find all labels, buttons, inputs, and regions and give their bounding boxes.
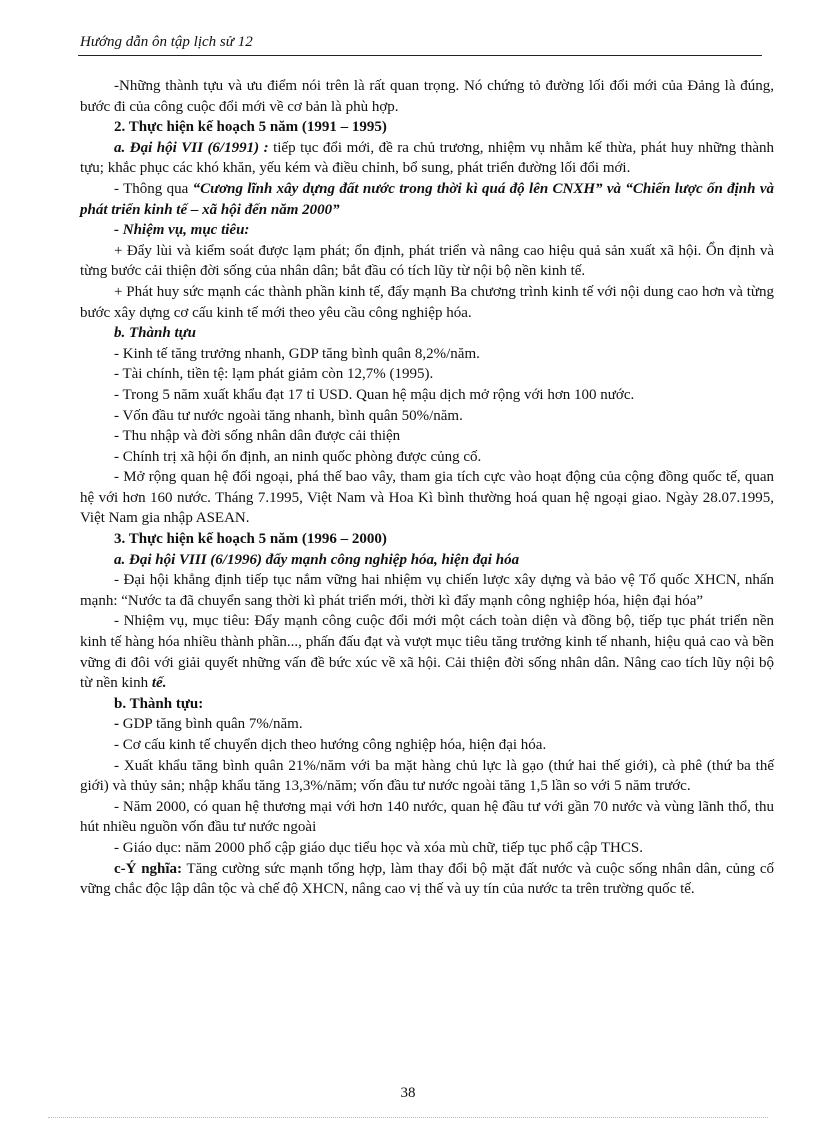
section-heading-3: 3. Thực hiện kế hoạch 5 năm (1996 – 2000) — [114, 531, 387, 548]
tasks-text: - Nhiệm vụ, mục tiêu: Đẩy mạnh công cuộc đổi mới một cách toàn diện và đồng bộ, tiếp tục phát triển nền kinh tế hàng hóa nhiều thành phần..., phấn đấu đạt và vượt mục tiêu tăng trưởng kinh tế nhanh, hiệu quả cao và bền vững đi đôi với giải quyết những vấn đề bức xúc về xã hội. Cải thiện đời sống nhân dân. Nâng cao tích lũy nội bộ từ nền kinh — [80, 613, 774, 692]
paragraph-adoption — [80, 179, 774, 220]
paragraph-congress-vii — [80, 138, 774, 179]
running-header: Hướng dẫn ôn tập lịch sử 12 — [80, 34, 253, 50]
achievement-item: - Kinh tế tăng trưởng nhanh, GDP tăng bình quân 8,2%/năm. — [114, 345, 480, 362]
achievement-item: - Chính trị xã hội ổn định, an ninh quốc phòng được củng cố. — [114, 448, 482, 465]
significance-text: Tăng cường sức mạnh tổng hợp, làm thay đổi bộ mặt đất nước và cuộc sống nhân dân, củng cố vững chắc độc lập dân tộc và chế độ XHCN, nâng cao vị thế và uy tín của nước ta trên trường quốc tế. — [80, 860, 774, 898]
paragraph-conclusion: -Những thành tựu và ưu điểm nói trên là rất quan trọng. Nó chứng tỏ đường lối đổi mới của Đảng là đúng, bước đi của công cuộc đổi mới về cơ bản là phù hợp. — [80, 78, 774, 115]
achievement2-item: - Cơ cấu kinh tế chuyển dịch theo hướng công nghiệp hóa, hiện đại hóa. — [114, 737, 547, 753]
congress-vii-text: tiếp tục đổi mới, đề ra chủ trương, nhiệm vụ nhằm kế thừa, phát huy những thành tựu; khắc phục các khó khăn, yếu kém và điều chỉnh, bổ sung, phát triển đường lối đổi mới. — [80, 139, 774, 177]
congress-viii-tasks — [80, 611, 774, 693]
bullet-dash: - — [114, 716, 119, 733]
section-heading-2: 2. Thực hiện kế hoạch 5 năm (1991 – 1995) — [114, 119, 387, 136]
adoption-documents: “Cương lĩnh xây dựng đất nước trong thời kì quá độ lên CNXH” và “Chiến lược ổn định và phát triển kinh tế – xã hội đến năm 2000” — [80, 180, 774, 218]
tasks-heading: - Nhiệm vụ, mục tiêu: — [114, 222, 250, 239]
footer-rule — [48, 1117, 768, 1118]
achievement-item: - Mở rộng quan hệ đối ngoại, phá thế bao vây, tham gia tích cực vào hoạt động của cộng đồng quốc tế, quan hệ với hơn 160 nước. Tháng 7.1995, Việt Nam và Hoa Kì bình thường hoá quan hệ ngoại giao. Ngày 28.07.1995, Việt Nam gia nhập ASEAN. — [80, 469, 774, 527]
task-item: + Đẩy lùi và kiểm soát được lạm phát; ổn định, phát triển và nâng cao hiệu quả sản xuất xã hội. Ổn định và từng bước cải thiện đời sống của nhân dân; bắt đầu có tích lũy từ nội bộ nền kinh tế. — [80, 242, 774, 280]
subheading-b2: b. Thành tựu: — [114, 695, 204, 712]
achievement2-item — [80, 714, 774, 735]
achievement2-item: - Giáo dục: năm 2000 phổ cập giáo dục tiểu học và xóa mù chữ, tiếp tục phổ cập THCS. — [114, 839, 643, 856]
achievement-item: - Tài chính, tiền tệ: lạm phát giảm còn 12,7% (1995). — [114, 366, 434, 383]
subheading-b: b. Thành tựu — [114, 325, 196, 342]
congress-viii-paragraph: - Đại hội khẳng định tiếp tục nắm vững hai nhiệm vụ chiến lược xây dựng và bảo vệ Tổ quốc XHCN, nhấn mạnh: “Nước ta đã chuyển sang thời kì phát triển mới, thời kì đẩy mạnh công nghiệp hóa, hiện đại hóa” — [80, 572, 774, 609]
page-number: 38 — [400, 1085, 416, 1101]
adoption-prefix: - Thông qua — [114, 180, 193, 197]
significance-paragraph — [80, 859, 774, 900]
subheading-a2: a. Đại hội VIII (6/1996) đẩy mạnh công nghiệp hóa, hiện đại hóa — [114, 551, 520, 568]
page-content — [80, 76, 774, 900]
achievement-item: - Vốn đầu tư nước ngoài tăng nhanh, bình quân 50%/năm. — [114, 407, 463, 424]
achievement2-item: - Xuất khẩu tăng bình quân 21%/năm với ba mặt hàng chủ lực là gạo (thứ hai thế giới), cà phê (thứ ba thế giới) và thủy sản; nhập khẩu tăng 13,3%/năm; vốn đầu tư nước ngoài tăng 1,5 lần so với 5 năm trước. — [80, 757, 774, 795]
task-item: + Phát huy sức mạnh các thành phần kinh tế, đẩy mạnh Ba chương trình kinh tế với nội dung cao hơn và từng bước xây dựng cơ cấu kinh tế mới theo yêu cầu công nghiệp hóa. — [80, 283, 774, 321]
tasks-end: tế. — [151, 675, 167, 692]
achievement-item: - Thu nhập và đời sống nhân dân được cải thiện — [114, 428, 401, 445]
significance-label: c-Ý nghĩa: — [114, 860, 183, 877]
achievement-item: - Trong 5 năm xuất khẩu đạt 17 tỉ USD. Quan hệ mậu dịch mở rộng với hơn 100 nước. — [114, 386, 635, 403]
achievement2-text: GDP tăng bình quân 7%/năm. — [119, 716, 303, 733]
subheading-a: a. Đại hội VII (6/1991) : — [114, 139, 269, 156]
header-rule — [78, 55, 762, 56]
achievement2-item: - Năm 2000, có quan hệ thương mại với hơn 140 nước, quan hệ đầu tư với gần 70 nước và vùng lãnh thổ, thu hút nhiều nguồn vốn đầu tư nước ngoài — [80, 798, 774, 836]
